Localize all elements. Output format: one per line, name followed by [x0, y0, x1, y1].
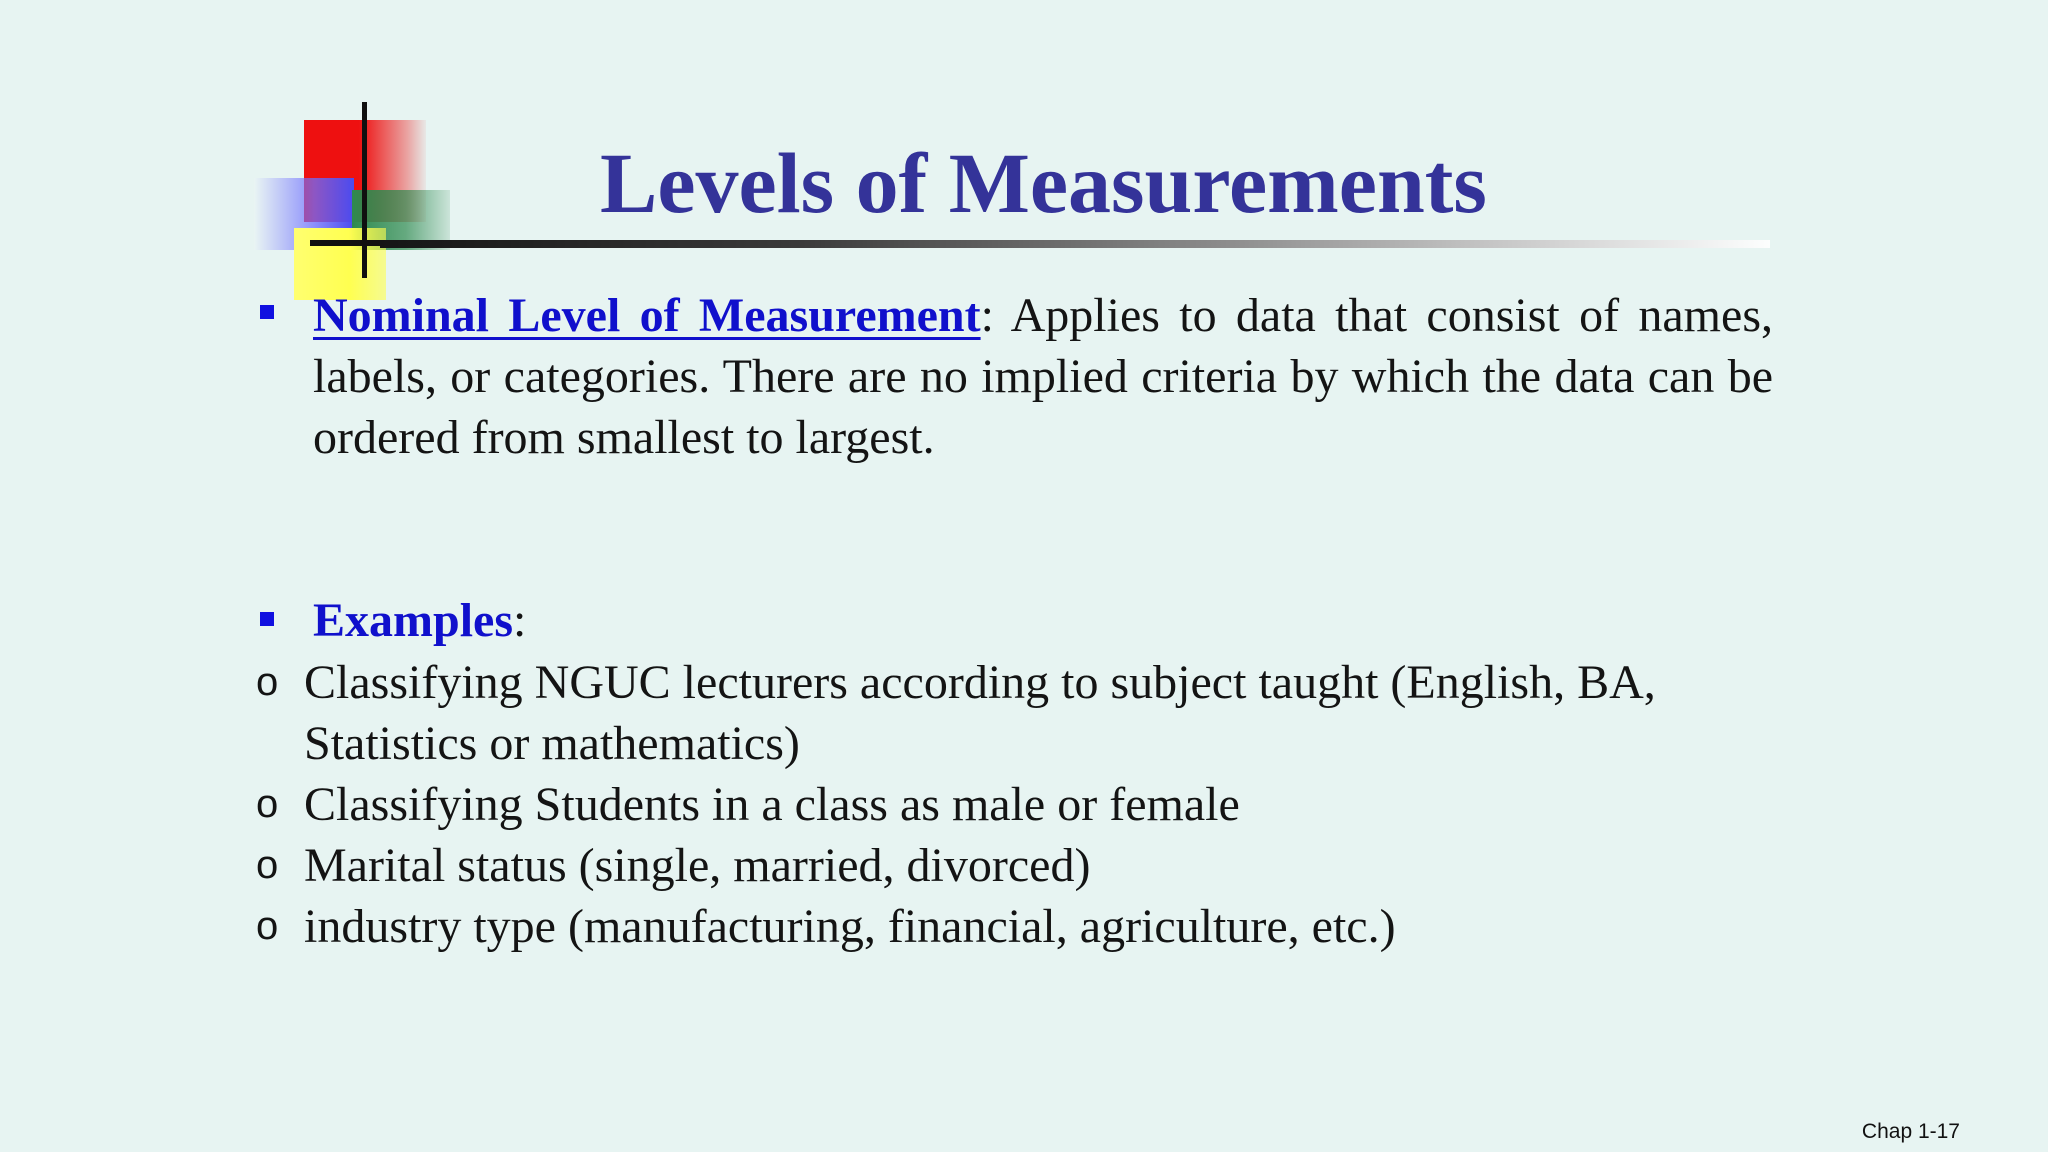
slide-number: Chap 1-17: [1861, 1120, 1960, 1143]
example-text: Classifying Students in a class as male or female: [304, 778, 1240, 831]
square-bullet-icon: [260, 612, 274, 626]
definition-paragraph: [313, 285, 1773, 468]
circle-bullet-icon: o: [256, 843, 279, 887]
circle-bullet-icon: o: [256, 904, 279, 948]
list-item: [256, 835, 1796, 896]
examples-label: Examples: [313, 594, 514, 647]
examples-list: [256, 652, 1796, 957]
logo-vertical-line: [362, 102, 367, 278]
slide-title: Levels of Measurements: [600, 135, 1487, 231]
examples-heading: [313, 590, 526, 651]
title-divider: [380, 240, 1770, 248]
example-text: industry type (manufacturing, financial, agriculture, etc.): [304, 900, 1396, 953]
definition-separator: :: [980, 289, 994, 342]
example-text: Classifying NGUC lecturers according to subject taught (English, BA, Statistics or mathematics): [304, 656, 1656, 770]
circle-bullet-icon: o: [256, 660, 279, 704]
examples-separator: :: [513, 594, 527, 647]
square-bullet-icon: [260, 305, 274, 319]
circle-bullet-icon: o: [256, 782, 279, 826]
list-item: [256, 896, 1796, 957]
list-item: [256, 774, 1796, 835]
color-blocks-logo-icon: [252, 100, 462, 300]
list-item: [256, 652, 1796, 774]
definition-text: Applies to data that consist of names, labels, or categories. There are no implied criteria by which the data can be ordered from smallest to largest.: [313, 289, 1773, 464]
example-text: Marital status (single, married, divorced): [304, 839, 1091, 892]
definition-term: Nominal Level of Measurement: [313, 289, 981, 342]
